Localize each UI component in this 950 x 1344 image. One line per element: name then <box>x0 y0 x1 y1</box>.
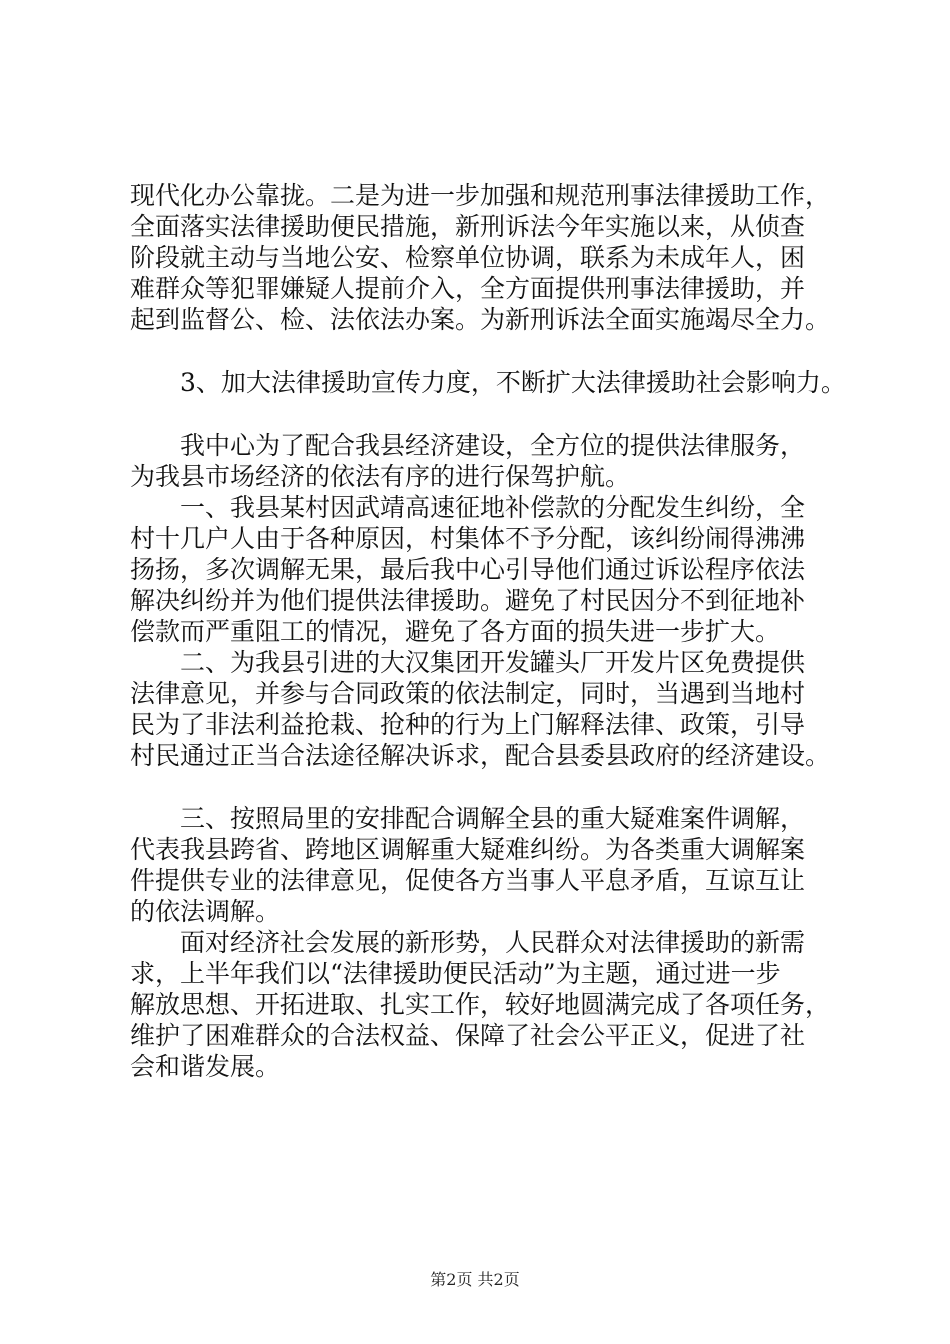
text-line: 面对经济社会发展的新形势，人民群众对法律援助的新需 <box>130 928 806 957</box>
text-line: 村民通过正当合法途径解决诉求，配合县委县政府的经济建设。 <box>130 741 831 770</box>
text-line: 全面落实法律援助便民措施，新刑诉法今年实施以来，从侦查 <box>130 212 806 241</box>
paragraph-4 <box>130 803 830 1082</box>
text-line: 解放思想、开拓进取、扎实工作，较好地圆满完成了各项任务， <box>130 990 831 1019</box>
section-heading: 3、加大法律援助宣传力度，不断扩大法律援助社会影响力。 <box>130 368 846 397</box>
text-line: 三、按照局里的安排配合调解全县的重大疑难案件调解， <box>130 804 806 833</box>
text-line: 代表我县跨省、跨地区调解重大疑难纠纷。为各类重大调解案 <box>130 835 806 864</box>
text-line: 村十几户人由于各种原因，村集体不予分配，该纠纷闹得沸沸 <box>130 524 806 553</box>
text-line: 民为了非法利益抢栽、抢种的行为上门解释法律、政策，引导 <box>130 710 806 739</box>
page-footer <box>0 1270 950 1290</box>
text-line: 求，上半年我们以“法律援助便民活动”为主题，通过进一步 <box>130 959 781 988</box>
text-line: 会和谐发展。 <box>130 1052 281 1081</box>
page-number-label: 第2页 共2页 <box>430 1270 520 1289</box>
text-line: 为我县市场经济的依法有序的进行保驾护航。 <box>130 462 631 491</box>
text-line: 现代化办公靠拢。二是为进一步加强和规范刑事法律援助工作， <box>130 181 831 210</box>
text-line: 一、我县某村因武靖高速征地补偿款的分配发生纠纷，全 <box>130 493 806 522</box>
text-line: 起到监督公、检、法依法办案。为新刑诉法全面实施竭尽全力。 <box>130 305 831 334</box>
text-line: 我中心为了配合我县经济建设，全方位的提供法律服务， <box>130 431 806 460</box>
paragraph-2 <box>130 367 846 398</box>
paragraph-1 <box>130 180 830 335</box>
text-line: 二、为我县引进的大汉集团开发罐头厂开发片区免费提供 <box>130 648 806 677</box>
text-line: 扬扬，多次调解无果，最后我中心引导他们通过诉讼程序依法 <box>130 555 806 584</box>
paragraph-3 <box>130 430 830 771</box>
text-line: 解决纠纷并为他们提供法律援助。避免了村民因分不到征地补 <box>130 586 806 615</box>
text-line: 偿款而严重阻工的情况，避免了各方面的损失进一步扩大。 <box>130 617 781 646</box>
text-line: 法律意见，并参与合同政策的依法制定，同时，当遇到当地村 <box>130 679 806 708</box>
text-line: 难群众等犯罪嫌疑人提前介入，全方面提供刑事法律援助，并 <box>130 274 806 303</box>
text-line: 件提供专业的法律意见，促使各方当事人平息矛盾，互谅互让 <box>130 866 806 895</box>
text-line: 的依法调解。 <box>130 897 281 926</box>
text-line: 维护了困难群众的合法权益、保障了社会公平正义，促进了社 <box>130 1021 806 1050</box>
text-line: 阶段就主动与当地公安、检察单位协调，联系为未成年人，困 <box>130 243 806 272</box>
